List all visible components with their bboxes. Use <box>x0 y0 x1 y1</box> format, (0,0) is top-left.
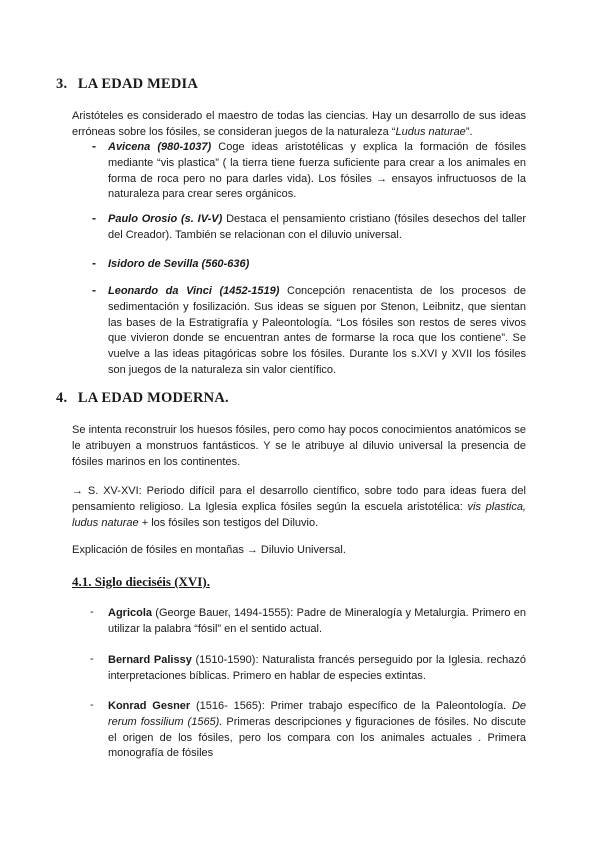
item-name: Bernard Palissy <box>108 654 192 666</box>
para2-text: → S. XV-XVI: Periodo difícil para el desarrollo científico, sobre todo para ideas fuera del pensamiento religioso. La Iglesia explica fósiles según la escuela aristotélica: <box>72 485 526 513</box>
section-3-heading <box>56 76 198 93</box>
item-text: Coge ideas aristotélicas y explica la formación de fósiles mediante “vis plastica” ( la tierra tiene fuerza suficiente para crear a los animales en forma de roca pero no para darles vida). Los fósiles → ensayos infructuosos de la naturaleza para crear seres orgánicos. <box>108 141 526 201</box>
list-item-avicena <box>108 140 526 203</box>
item-name: Isidoro de Sevilla (560-636) <box>108 258 250 270</box>
para2-text-end: + los fósiles son testigos del Diluvio. <box>138 516 319 529</box>
section-4-paragraph-2 <box>72 484 526 531</box>
item-name: Leonardo da Vinci (1452-1519) <box>108 285 280 297</box>
bullet-marker: - <box>92 139 96 153</box>
dash-marker: - <box>90 653 94 665</box>
list-item-orosio <box>108 212 526 244</box>
item-text: Destaca el pensamiento cristiano (fósiles desechos del taller del Creador). También se relacionan con el diluvio universal. <box>108 213 526 241</box>
intro-text: Aristóteles es considerado el maestro de todas las ciencias. Hay un desarrollo de sus ideas erróneas sobre los fósiles, se consideran juegos de la naturaleza “ <box>72 110 526 138</box>
section-3-title: LA EDAD MEDIA <box>77 76 199 92</box>
section-4-title: LA EDAD MODERNA. <box>77 390 229 406</box>
bullet-marker: - <box>92 283 96 297</box>
work-title: De rerum fossilium (1565). <box>108 700 527 728</box>
item-name: Konrad Gesner <box>108 700 191 712</box>
section-3-intro <box>72 109 526 141</box>
section-4-paragraph-1: Se intenta reconstruir los huesos fósiles, pero como hay pocos conocimientos anatómicos se le atribuyen a monstruos fantásticos. Y se le atribuye al diluvio universal la presencia de fósiles marinos en los continentes. <box>72 424 526 468</box>
section-3-number: 3. <box>56 76 68 92</box>
intro-text-end: ”. <box>465 125 473 138</box>
item-text-end: Primeras descripciones y figuraciones de fósiles. No discute el origen de los fósiles, pero los compara con los animales actuales . Primera monografía de fósiles <box>108 715 526 760</box>
list-item-gesner <box>108 699 526 762</box>
item-text: (George Bauer, 1494-1555): Padre de Mineralogía y Metalurgia. Primero en utilizar la palabra “fósil” en el sentido actual. <box>108 607 526 635</box>
item-text: (1510-1590): Naturalista francés perseguido por la Iglesia. rechazó interpretaciones bíblicas. Primero en hablar de especies extintas. <box>108 654 526 682</box>
ludus-naturae-term: Ludus naturae <box>395 125 466 138</box>
item-text: (1516- 1565): Primer trabajo específico de la Paleontología. <box>190 700 512 712</box>
list-item-leonardo <box>108 284 526 379</box>
list-item-agricola <box>108 606 526 638</box>
dash-marker: - <box>90 606 94 618</box>
vis-plastica-term: vis plastica, ludus naturae <box>72 500 526 529</box>
section-4-paragraph-3: Explicación de fósiles en montañas → Diluvio Universal. <box>72 544 346 556</box>
section-4-heading <box>56 390 229 407</box>
section-4-number: 4. <box>56 390 68 406</box>
item-name: Agricola <box>108 607 153 619</box>
subsection-4-1-heading: 4.1. Siglo dieciséis (XVI). <box>72 574 210 589</box>
item-text: Concepción renacentista de los procesos de sedimentación y fosilización. Sus ideas se siguen por Stenon, Leibnitz, que sientan las bases de la Estratigrafía y Paleontología. “Los fósiles son restos de seres vivos que vivieron donde se encuentran antes de formarse la roca que los contiene”. Se vuelve a las ideas pitagóricas sobre los fósiles. Durante los s.XVI y XVII los fósiles son juegos de la naturaleza sin valor científico. <box>108 285 526 376</box>
list-item-palissy <box>108 653 526 685</box>
list-item-isidoro <box>108 257 526 273</box>
item-name: Avicena (980-1037) <box>108 141 212 153</box>
bullet-marker: - <box>92 256 96 270</box>
dash-marker: - <box>90 699 94 711</box>
item-name: Paulo Orosio (s. IV-V) <box>108 213 223 225</box>
bullet-marker: - <box>92 211 96 225</box>
